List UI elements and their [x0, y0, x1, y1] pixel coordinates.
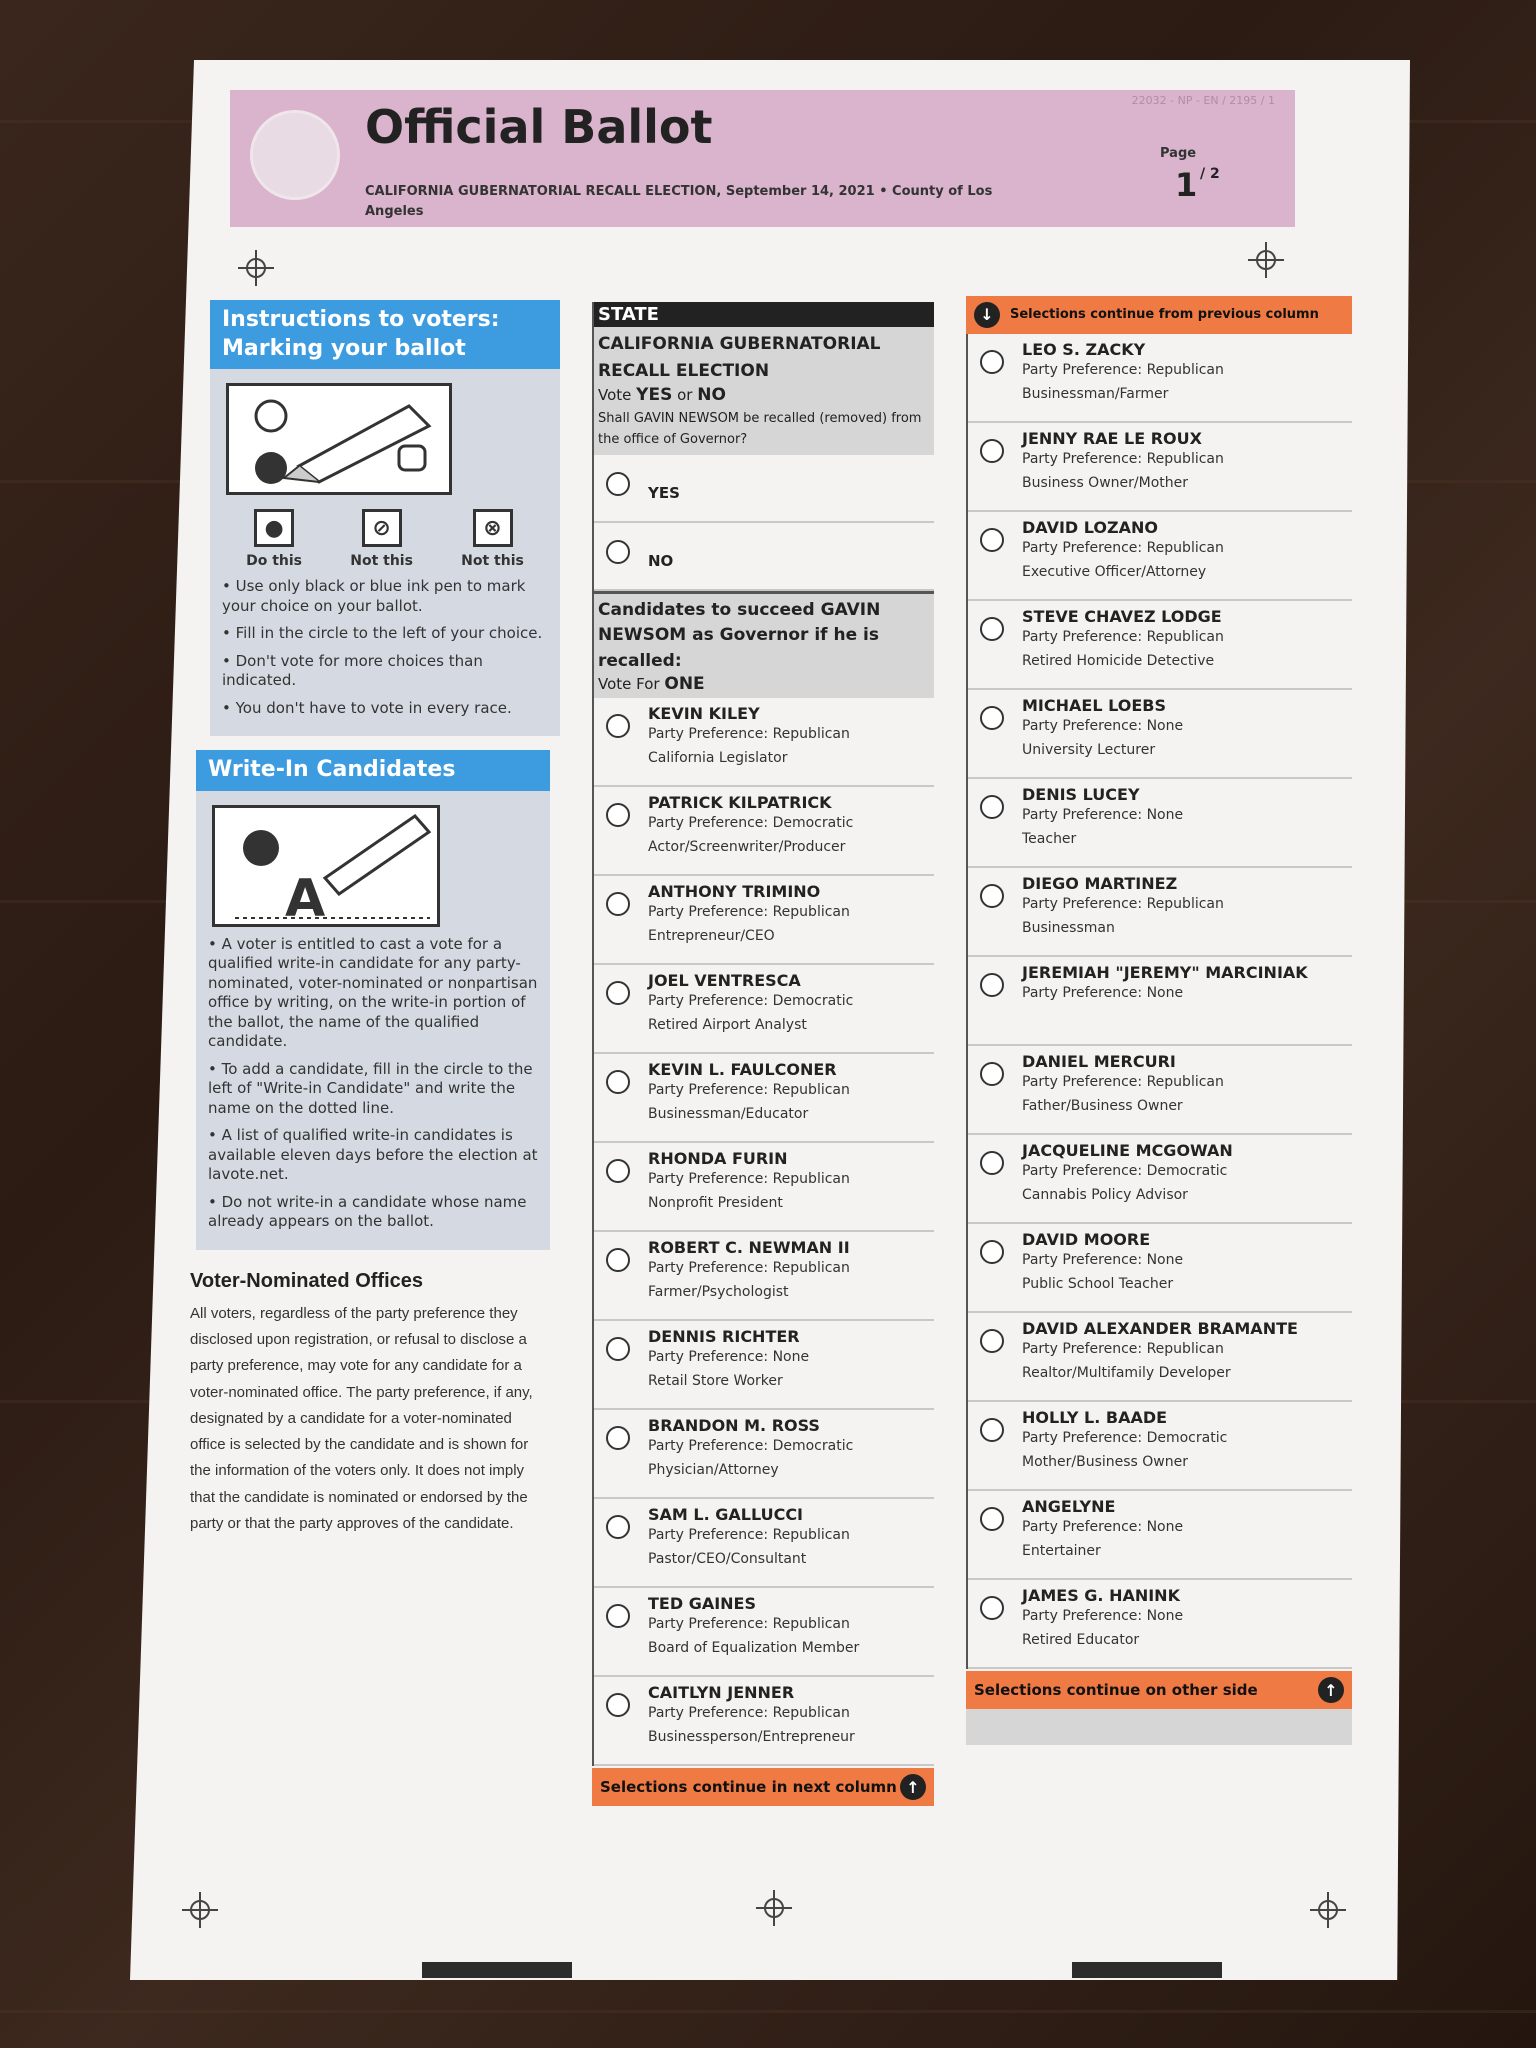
svg-text:A: A	[285, 868, 326, 924]
candidate-party: Party Preference: Republican	[1022, 1341, 1224, 1357]
vote-bubble[interactable]	[606, 1248, 630, 1272]
candidate-occupation: Retired Educator	[1022, 1631, 1140, 1648]
candidate-option[interactable]	[968, 1224, 1352, 1313]
vote-bubble[interactable]	[606, 803, 630, 827]
vote-bubble[interactable]	[606, 1337, 630, 1361]
candidate-party: Party Preference: Republican	[1022, 540, 1224, 556]
write-in-panel	[196, 750, 550, 1250]
candidate-option[interactable]	[594, 1499, 934, 1588]
vote-bubble[interactable]	[980, 973, 1004, 997]
candidate-party: Party Preference: Republican	[648, 1082, 850, 1099]
recall-contest-header	[594, 327, 934, 455]
candidate-occupation: Retired Homicide Detective	[1022, 652, 1215, 669]
page-number: 1	[1175, 166, 1198, 204]
arrow-up-icon: ↑	[1318, 1677, 1344, 1703]
candidate-option[interactable]	[594, 876, 934, 965]
candidate-party: Party Preference: Republican	[1022, 896, 1224, 912]
candidate-info	[1022, 963, 1308, 1006]
candidate-info	[648, 793, 853, 860]
vote-bubble[interactable]	[980, 1418, 1004, 1442]
vote-instruction: Vote YES or NO	[598, 385, 726, 406]
candidate-occupation: Board of Equalization Member	[648, 1640, 860, 1657]
vote-bubble[interactable]	[980, 439, 1004, 463]
candidate-name: JENNY RAE LE ROUX	[1022, 429, 1202, 448]
candidate-name: JACQUELINE MCGOWAN	[1022, 1141, 1233, 1160]
vote-bubble[interactable]	[606, 1604, 630, 1628]
recall-question: Shall GAVIN NEWSOM be recalled (removed) from the office of Governor?	[598, 411, 922, 448]
candidate-name: JOEL VENTRESCA	[648, 971, 801, 991]
candidate-name: DENIS LUCEY	[1022, 785, 1140, 804]
candidate-occupation: Businessman/Farmer	[1022, 385, 1169, 402]
candidate-party: Party Preference: Democratic	[648, 1438, 854, 1455]
candidate-party: Party Preference: Republican	[648, 1171, 850, 1188]
candidate-name: RHONDA FURIN	[648, 1149, 788, 1169]
successor-contest-title: Candidates to succeed GAVIN NEWSOM as Governor if he is recalled:	[598, 599, 881, 671]
candidate-option[interactable]	[594, 1143, 934, 1232]
vote-bubble[interactable]	[980, 884, 1004, 908]
candidate-party: Party Preference: Republican	[648, 726, 850, 743]
continue-other-side-banner: Selections continue on other side ↑	[966, 1671, 1352, 1709]
candidate-option[interactable]	[968, 601, 1352, 690]
vote-bubble[interactable]	[606, 892, 630, 916]
candidate-occupation: Entrepreneur/CEO	[648, 928, 775, 945]
mark-example-correct: ● Do this	[246, 509, 302, 569]
candidate-info	[1022, 1586, 1183, 1653]
candidate-name: TED GAINES	[648, 1594, 757, 1614]
registration-mark-icon	[182, 1892, 218, 1928]
candidate-party: Party Preference: Democratic	[648, 815, 854, 832]
candidate-option[interactable]	[968, 512, 1352, 601]
registration-mark-icon	[1248, 242, 1284, 278]
candidate-occupation: Pastor/CEO/Consultant	[648, 1551, 807, 1568]
candidate-name: DANIEL MERCURI	[1022, 1052, 1176, 1071]
vote-bubble[interactable]	[980, 528, 1004, 552]
candidate-option[interactable]	[968, 779, 1352, 868]
candidate-name: PATRICK KILPATRICK	[648, 793, 832, 813]
candidate-party: Party Preference: Republican	[1022, 629, 1224, 645]
pen-marking-illustration	[226, 383, 452, 495]
candidate-info	[648, 1238, 850, 1305]
vote-for-instruction: Vote For ONE	[598, 674, 705, 695]
ballot-title: Official Ballot	[365, 100, 713, 154]
county-seal-icon	[250, 110, 340, 200]
candidate-occupation: Retail Store Worker	[648, 1373, 783, 1390]
candidate-occupation: Realtor/Multifamily Developer	[1022, 1364, 1231, 1381]
candidate-party: Party Preference: Republican	[1022, 1074, 1224, 1090]
candidate-info	[648, 882, 850, 949]
registration-mark-icon	[756, 1890, 792, 1926]
candidate-party: Party Preference: Republican	[648, 1260, 850, 1277]
candidate-occupation: Entertainer	[1022, 1542, 1101, 1559]
candidate-name: LEO S. ZACKY	[1022, 340, 1146, 359]
vote-bubble[interactable]	[980, 1062, 1004, 1086]
candidate-occupation: Father/Business Owner	[1022, 1097, 1183, 1114]
candidate-party: Party Preference: None	[1022, 985, 1184, 1001]
vote-bubble[interactable]	[980, 617, 1004, 641]
instructions-column	[190, 300, 560, 1537]
candidate-party: Party Preference: Democratic	[1022, 1430, 1228, 1446]
vote-bubble[interactable]	[606, 540, 630, 564]
candidate-option[interactable]	[594, 787, 934, 876]
candidate-info	[1022, 607, 1224, 674]
candidate-info	[648, 1416, 853, 1483]
candidate-info	[1022, 340, 1224, 407]
arrow-up-icon: ↑	[900, 1774, 926, 1800]
candidate-party: Party Preference: None	[648, 1349, 810, 1366]
candidate-name: JEREMIAH "JEREMY" MARCINIAK	[1022, 963, 1308, 982]
candidate-info	[1022, 1141, 1233, 1208]
candidate-option[interactable]	[594, 1410, 934, 1499]
candidate-name: DAVID ALEXANDER BRAMANTE	[1022, 1319, 1298, 1338]
candidate-option[interactable]	[594, 1054, 934, 1143]
candidate-option[interactable]	[968, 1046, 1352, 1135]
candidate-name: ROBERT C. NEWMAN II	[648, 1238, 850, 1258]
registration-mark-icon	[1310, 1892, 1346, 1928]
successor-contest-header	[594, 591, 934, 699]
candidate-info	[648, 1060, 850, 1127]
candidate-name: BRANDON M. ROSS	[648, 1416, 820, 1436]
candidate-occupation: Actor/Screenwriter/Producer	[648, 839, 846, 856]
candidate-party: Party Preference: Republican	[648, 904, 850, 921]
arrow-down-icon: ↓	[974, 302, 1000, 328]
column-footer	[966, 1709, 1352, 1745]
candidate-option[interactable]	[968, 690, 1352, 779]
candidate-name: MICHAEL LOEBS	[1022, 696, 1166, 715]
recall-contest-title: CALIFORNIA GUBERNATORIAL RECALL ELECTION	[598, 334, 881, 382]
candidate-info	[1022, 518, 1224, 585]
candidate-info	[1022, 874, 1224, 941]
continued-from-previous-banner: ↓ Selections continue from previous column	[966, 296, 1352, 334]
ballot-header	[230, 90, 1295, 227]
candidate-option[interactable]	[968, 423, 1352, 512]
candidate-occupation: California Legislator	[648, 750, 788, 767]
candidate-info	[1022, 429, 1224, 496]
candidate-option[interactable]	[594, 698, 934, 787]
candidate-info	[1022, 785, 1183, 852]
voter-nominated-section	[190, 1270, 550, 1537]
candidate-name: DAVID MOORE	[1022, 1230, 1151, 1249]
candidate-occupation: Businessman/Educator	[648, 1106, 809, 1123]
vote-bubble[interactable]	[980, 795, 1004, 819]
candidate-option[interactable]	[594, 1232, 934, 1321]
voter-nominated-title: Voter-Nominated Offices	[190, 1269, 423, 1292]
candidate-occupation: Nonprofit President	[648, 1195, 783, 1212]
candidate-option[interactable]	[968, 1491, 1352, 1580]
candidate-name: DENNIS RICHTER	[648, 1327, 800, 1347]
candidate-info	[1022, 1497, 1183, 1564]
candidate-name: JAMES G. HANINK	[1022, 1586, 1180, 1605]
x-circle-icon: ⊗	[473, 509, 513, 547]
vote-bubble[interactable]	[980, 350, 1004, 374]
candidate-info	[1022, 696, 1183, 763]
candidate-list-2	[968, 334, 1352, 1669]
candidate-occupation: Business Owner/Mother	[1022, 474, 1188, 491]
vote-bubble[interactable]	[606, 1693, 630, 1717]
candidate-party: Party Preference: Republican	[648, 1705, 850, 1722]
vote-bubble[interactable]	[606, 472, 630, 496]
candidate-info	[648, 1327, 809, 1394]
candidate-occupation: Teacher	[1022, 830, 1077, 847]
ballot-code: 22032 - NP - EN / 2195 / 1	[1131, 94, 1275, 107]
vote-bubble[interactable]	[606, 1515, 630, 1539]
vote-bubble[interactable]	[606, 1159, 630, 1183]
candidate-party: Party Preference: Republican	[1022, 362, 1224, 378]
candidate-occupation: Physician/Attorney	[648, 1462, 779, 1479]
candidate-option[interactable]	[968, 1402, 1352, 1491]
candidate-occupation: Retired Airport Analyst	[648, 1017, 807, 1034]
instructions-title: Instructions to voters: Marking your ballot	[210, 300, 560, 369]
vote-bubble[interactable]	[980, 1240, 1004, 1264]
candidate-info	[648, 704, 850, 771]
candidate-option[interactable]	[594, 1588, 934, 1677]
candidate-name: ANGELYNE	[1022, 1497, 1116, 1516]
candidate-list-1	[594, 698, 934, 1766]
section-header: STATE	[594, 302, 934, 327]
candidate-name: SAM L. GALLUCCI	[648, 1505, 804, 1525]
election-subtitle: CALIFORNIA GUBERNATORIAL RECALL ELECTION, September 14, 2021 • County of Los Angeles	[365, 184, 993, 219]
candidate-name: DIEGO MARTINEZ	[1022, 874, 1178, 893]
candidate-occupation: Cannabis Policy Advisor	[1022, 1186, 1188, 1203]
candidate-name: KEVIN L. FAULCONER	[648, 1060, 837, 1080]
candidate-name: ANTHONY TRIMINO	[648, 882, 821, 902]
checkmark-circle-icon: ⊘	[362, 509, 402, 547]
write-in-list: • A voter is entitled to cast a vote for a qualified write-in candidate for any party-nominated, voter-nominated or nonpartisan office by writing, on the write-in portion of the ballot, the name of the qualified candidate. • To add a candidate, fill in the circle to the left of "Write-in Candidate" and write the name on the dotted line. • A list of qualified write-in candidates is available eleven days before the election at lavote.net. • Do not write-in a candidate whose name already appears on the ballot.	[208, 935, 538, 1232]
registration-mark-icon	[238, 250, 274, 286]
continue-next-column-banner: Selections continue in next column ↑	[592, 1768, 934, 1806]
candidate-info	[648, 971, 853, 1038]
candidate-option[interactable]	[968, 1135, 1352, 1224]
candidate-option[interactable]	[968, 1580, 1352, 1669]
candidate-option[interactable]	[594, 1321, 934, 1410]
candidate-occupation: Mother/Business Owner	[1022, 1453, 1188, 1470]
candidate-party: Party Preference: Republican	[648, 1616, 850, 1633]
vote-bubble[interactable]	[980, 1507, 1004, 1531]
vote-bubble[interactable]	[980, 1151, 1004, 1175]
candidate-option[interactable]	[594, 1677, 934, 1766]
vote-bubble[interactable]	[606, 1426, 630, 1450]
candidate-occupation: Public School Teacher	[1022, 1275, 1174, 1292]
contest-column-1	[592, 302, 934, 1806]
page-total: / 2	[1200, 166, 1220, 182]
contest-column-2	[966, 296, 1352, 1745]
instructions-list: • Use only black or blue ink pen to mark your choice on your ballot. • Fill in the circle to the left of your choice. • Don't vote for more choices than indicated. • You don't have to vote in every race.	[222, 577, 548, 718]
instructions-panel	[210, 300, 560, 736]
candidate-party: Party Preference: None	[1022, 718, 1184, 734]
candidate-info	[648, 1149, 850, 1216]
candidate-occupation: Farmer/Psychologist	[648, 1284, 789, 1301]
filled-circle-icon: ●	[254, 509, 294, 547]
mark-example-check: ⊘ Not this	[350, 509, 413, 569]
candidate-name: DAVID LOZANO	[1022, 518, 1158, 537]
candidate-option[interactable]	[968, 957, 1352, 1046]
vote-bubble[interactable]	[606, 714, 630, 738]
candidate-party: Party Preference: None	[1022, 807, 1184, 823]
candidate-option[interactable]	[968, 1313, 1352, 1402]
paper-tab	[422, 1962, 572, 1978]
mark-example-cross: ⊗ Not this	[461, 509, 524, 569]
candidate-option[interactable]	[968, 868, 1352, 957]
candidate-name: KEVIN KILEY	[648, 704, 760, 724]
candidate-info	[648, 1505, 850, 1572]
voter-nominated-text: All voters, regardless of the party preference they disclosed upon registration, or refusal to disclose a party preference, may vote for any candidate for a voter-nominated office. The party preference, if any, designated by a candidate for a voter-nominated office is selected by the candidate and is shown for the information of the voters only. It does not imply that the candidate is nominated or endorsed by the party or that the party approves of the candidate.	[190, 1304, 533, 1532]
candidate-party: Party Preference: Democratic	[648, 993, 854, 1010]
candidate-party: Party Preference: Republican	[1022, 451, 1224, 467]
candidate-name: CAITLYN JENNER	[648, 1683, 795, 1703]
candidate-party: Party Preference: None	[1022, 1519, 1184, 1535]
vote-bubble[interactable]	[980, 1596, 1004, 1620]
candidate-info	[648, 1594, 859, 1661]
candidate-occupation: Businessman	[1022, 919, 1115, 936]
candidate-occupation: Businessperson/Entrepreneur	[648, 1729, 855, 1746]
candidate-info	[1022, 1319, 1298, 1386]
candidate-info	[1022, 1408, 1227, 1475]
write-in-illustration	[212, 805, 440, 927]
recall-option-yes[interactable]: YES	[594, 455, 934, 523]
candidate-party: Party Preference: Democratic	[1022, 1163, 1228, 1179]
candidate-name: STEVE CHAVEZ LODGE	[1022, 607, 1222, 626]
vote-bubble[interactable]	[980, 706, 1004, 730]
vote-bubble[interactable]	[606, 1070, 630, 1094]
page-label: Page	[1160, 146, 1197, 161]
vote-bubble[interactable]	[606, 981, 630, 1005]
candidate-info	[648, 1683, 855, 1750]
candidate-party: Party Preference: None	[1022, 1252, 1184, 1268]
candidate-party: Party Preference: Republican	[648, 1527, 850, 1544]
paper-tab	[1072, 1962, 1222, 1978]
write-in-title: Write-In Candidates	[196, 750, 550, 791]
candidate-option[interactable]	[968, 334, 1352, 423]
candidate-party: Party Preference: None	[1022, 1608, 1184, 1624]
candidate-option[interactable]	[594, 965, 934, 1054]
candidate-occupation: Executive Officer/Attorney	[1022, 563, 1207, 580]
vote-bubble[interactable]	[980, 1329, 1004, 1353]
candidate-occupation: University Lecturer	[1022, 741, 1156, 758]
candidate-name: HOLLY L. BAADE	[1022, 1408, 1168, 1427]
recall-option-no[interactable]: NO	[594, 523, 934, 591]
candidate-info	[1022, 1230, 1183, 1297]
candidate-info	[1022, 1052, 1224, 1119]
